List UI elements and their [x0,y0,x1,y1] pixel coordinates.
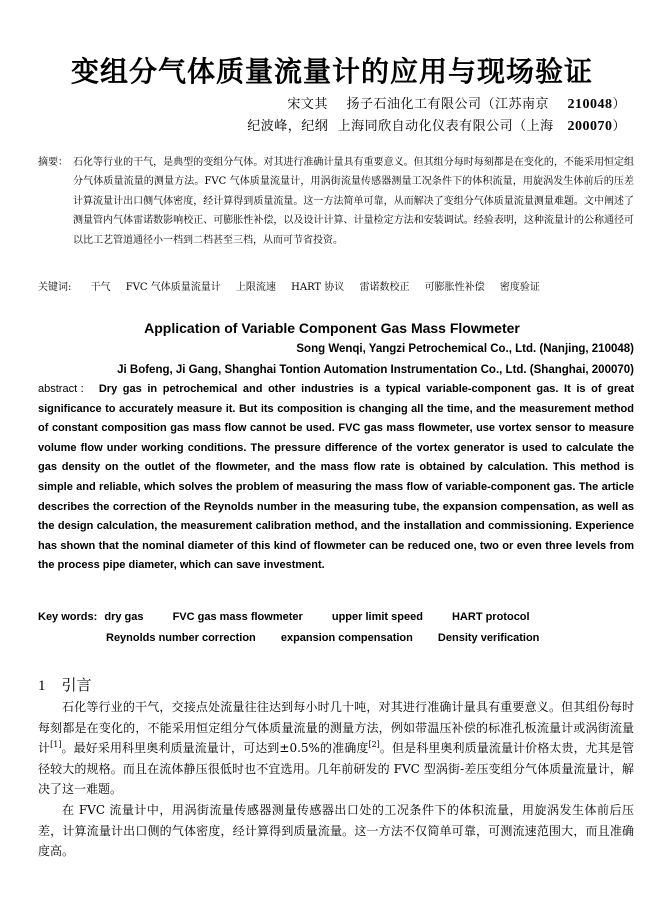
english-author-line-1: Song Wenqi, Yangzi Petrochemical Co., Ltd. (Nanjing, 210048) [296,343,634,355]
english-abstract [38,380,634,576]
keyword: dry gas [104,611,144,623]
keyword: expansion compensation [280,632,413,644]
author-line-1 [287,93,626,113]
paragraph-text: 石化等行业的干气，交接点处流量往往达到每小时几十吨，对其进行准确计量具有重要意义。但其组份每时每刻都是在变化的，不能采用恒定组分气体质量流量的测量方法，例如带温压补偿的标准孔板流量计或涡街流量计 [38,700,634,756]
english-keywords-label: Key words: [38,611,98,623]
keyword: upper limit speed [331,611,423,623]
body-paragraph: 在 FVC 流量计中，用涡街流量传感器测量传感器出口处的工况条件下的体积流量，用旋涡发生体前后压差，计算流量计出口侧的气体密度，经计算得到质量流量。这一方法不仅简单可靠，可测流速范围大，而且准确度高。 [38,802,634,859]
keyword: HART 协议 [291,282,345,293]
chinese-abstract [38,153,634,250]
author-affiliation: 扬子石油化工有限公司（江苏南京 [346,97,549,112]
affiliation-close: ） [612,97,626,112]
author-line-2 [247,115,626,135]
body-paragraph [38,697,634,800]
paragraph-text: 。但是科里奥利质量流量计价格太贵，尤其是管径较大的规格。而且在流体静压很低时也不宜选用。几年前研发的 FVC 型涡街-差压变组分气体质量流量计，解决了这一难题。 [38,741,634,797]
english-abstract-label: abstract： [38,383,94,395]
keyword: Reynolds number correction [106,632,256,644]
section-title: 引言 [61,676,92,694]
chinese-abstract-label: 摘要： [38,157,68,168]
keyword: 密度验证 [499,282,540,293]
citation: [2] [368,740,380,750]
english-abstract-text: Dry gas in petrochemical and other industries is a typical variable-component gas. It is of great significance to accurately measure it. But its composition is changing all the time, and the measurement method of constant composition gas mass flow cannot be used. FVC gas mass flowmeter, use vortex sensor to measure volume flow under working conditions. The pressure difference of the vortex generator is used to calculate the gas density on the outlet of the flowmeter, and the mass flow rate is obtained by calculation. This method is simple and reliable, which solves the problem of measuring the mass flow of variable-component gas. The article describes the correction of the Reynolds number in the measuring tube, the expansion compensation, as well as the design calculation, the measurement calibration method, and the installation and commissioning. Experience has shown that the nominal diameter of this kind of flowmeter can be reduced one, two or even three levels from the process pipe diameter, which can save investment. [38,383,634,572]
keyword: 可膨胀性补偿 [424,282,485,293]
keyword: 干气 [90,282,111,293]
keyword: Density verification [437,632,540,644]
english-title: Application of Variable Component Gas Mass Flowmeter [144,320,520,336]
keyword: 上限流速 [235,282,276,293]
paragraph-text: 。最好采用科里奥利质量流量计，可达到±0.5%的准确度 [61,741,369,756]
affiliation-close: ） [612,119,626,134]
section-heading [38,674,92,695]
keyword: 雷诺数校正 [359,282,410,293]
author-affiliation: 上海同欣自动化仪表有限公司（上海 [337,119,554,134]
chinese-keywords-label: 关键词: [38,282,72,293]
section-number: 1 [38,678,46,694]
chinese-abstract-text: 石化等行业的干气，是典型的变组分气体。对其进行准确计量具有重要意义。但其组分每时每刻都是在变化的，不能采用恒定组分气体质量流量的测量方法。FVC 气体质量流量计，用涡街流量传感器测量工况条件下的体积流量，用旋涡发生体前后的压差计算流量计出口侧气体密度，经计算得到质量流量。这一方法简单可靠，从而解决了变组分气体质量流量测量难题。文中阐述了测量管内气体雷诺数影响校正、可膨胀性补偿，以及设计计算、计量检定方法和安装调试。经验表明，这种流量计的公称通径可以比工艺管道通径小一档到二档甚至三档，从而可节省投资。 [73,157,634,246]
chinese-keywords [38,278,634,293]
keyword: FVC gas mass flowmeter [172,611,303,623]
postal-code: 200070 [567,119,613,134]
english-author-line-2: Ji Bofeng, Ji Gang, Shanghai Tontion Automation Instrumentation Co., Ltd. (Shanghai, 200070) [117,364,634,376]
keyword: FVC 气体质量流量计 [125,282,221,293]
section-body [38,697,634,862]
author-names: 宋文其 [287,97,328,112]
english-keywords-line-1 [38,611,556,623]
citation: [1] [50,740,62,750]
paper-title: 变组分气体质量流量计的应用与现场验证 [70,55,593,88]
author-names: 纪波峰，纪纲 [247,119,329,134]
english-keywords-line-2 [106,632,561,644]
postal-code: 210048 [567,97,613,112]
keyword: HART protocol [451,611,530,623]
